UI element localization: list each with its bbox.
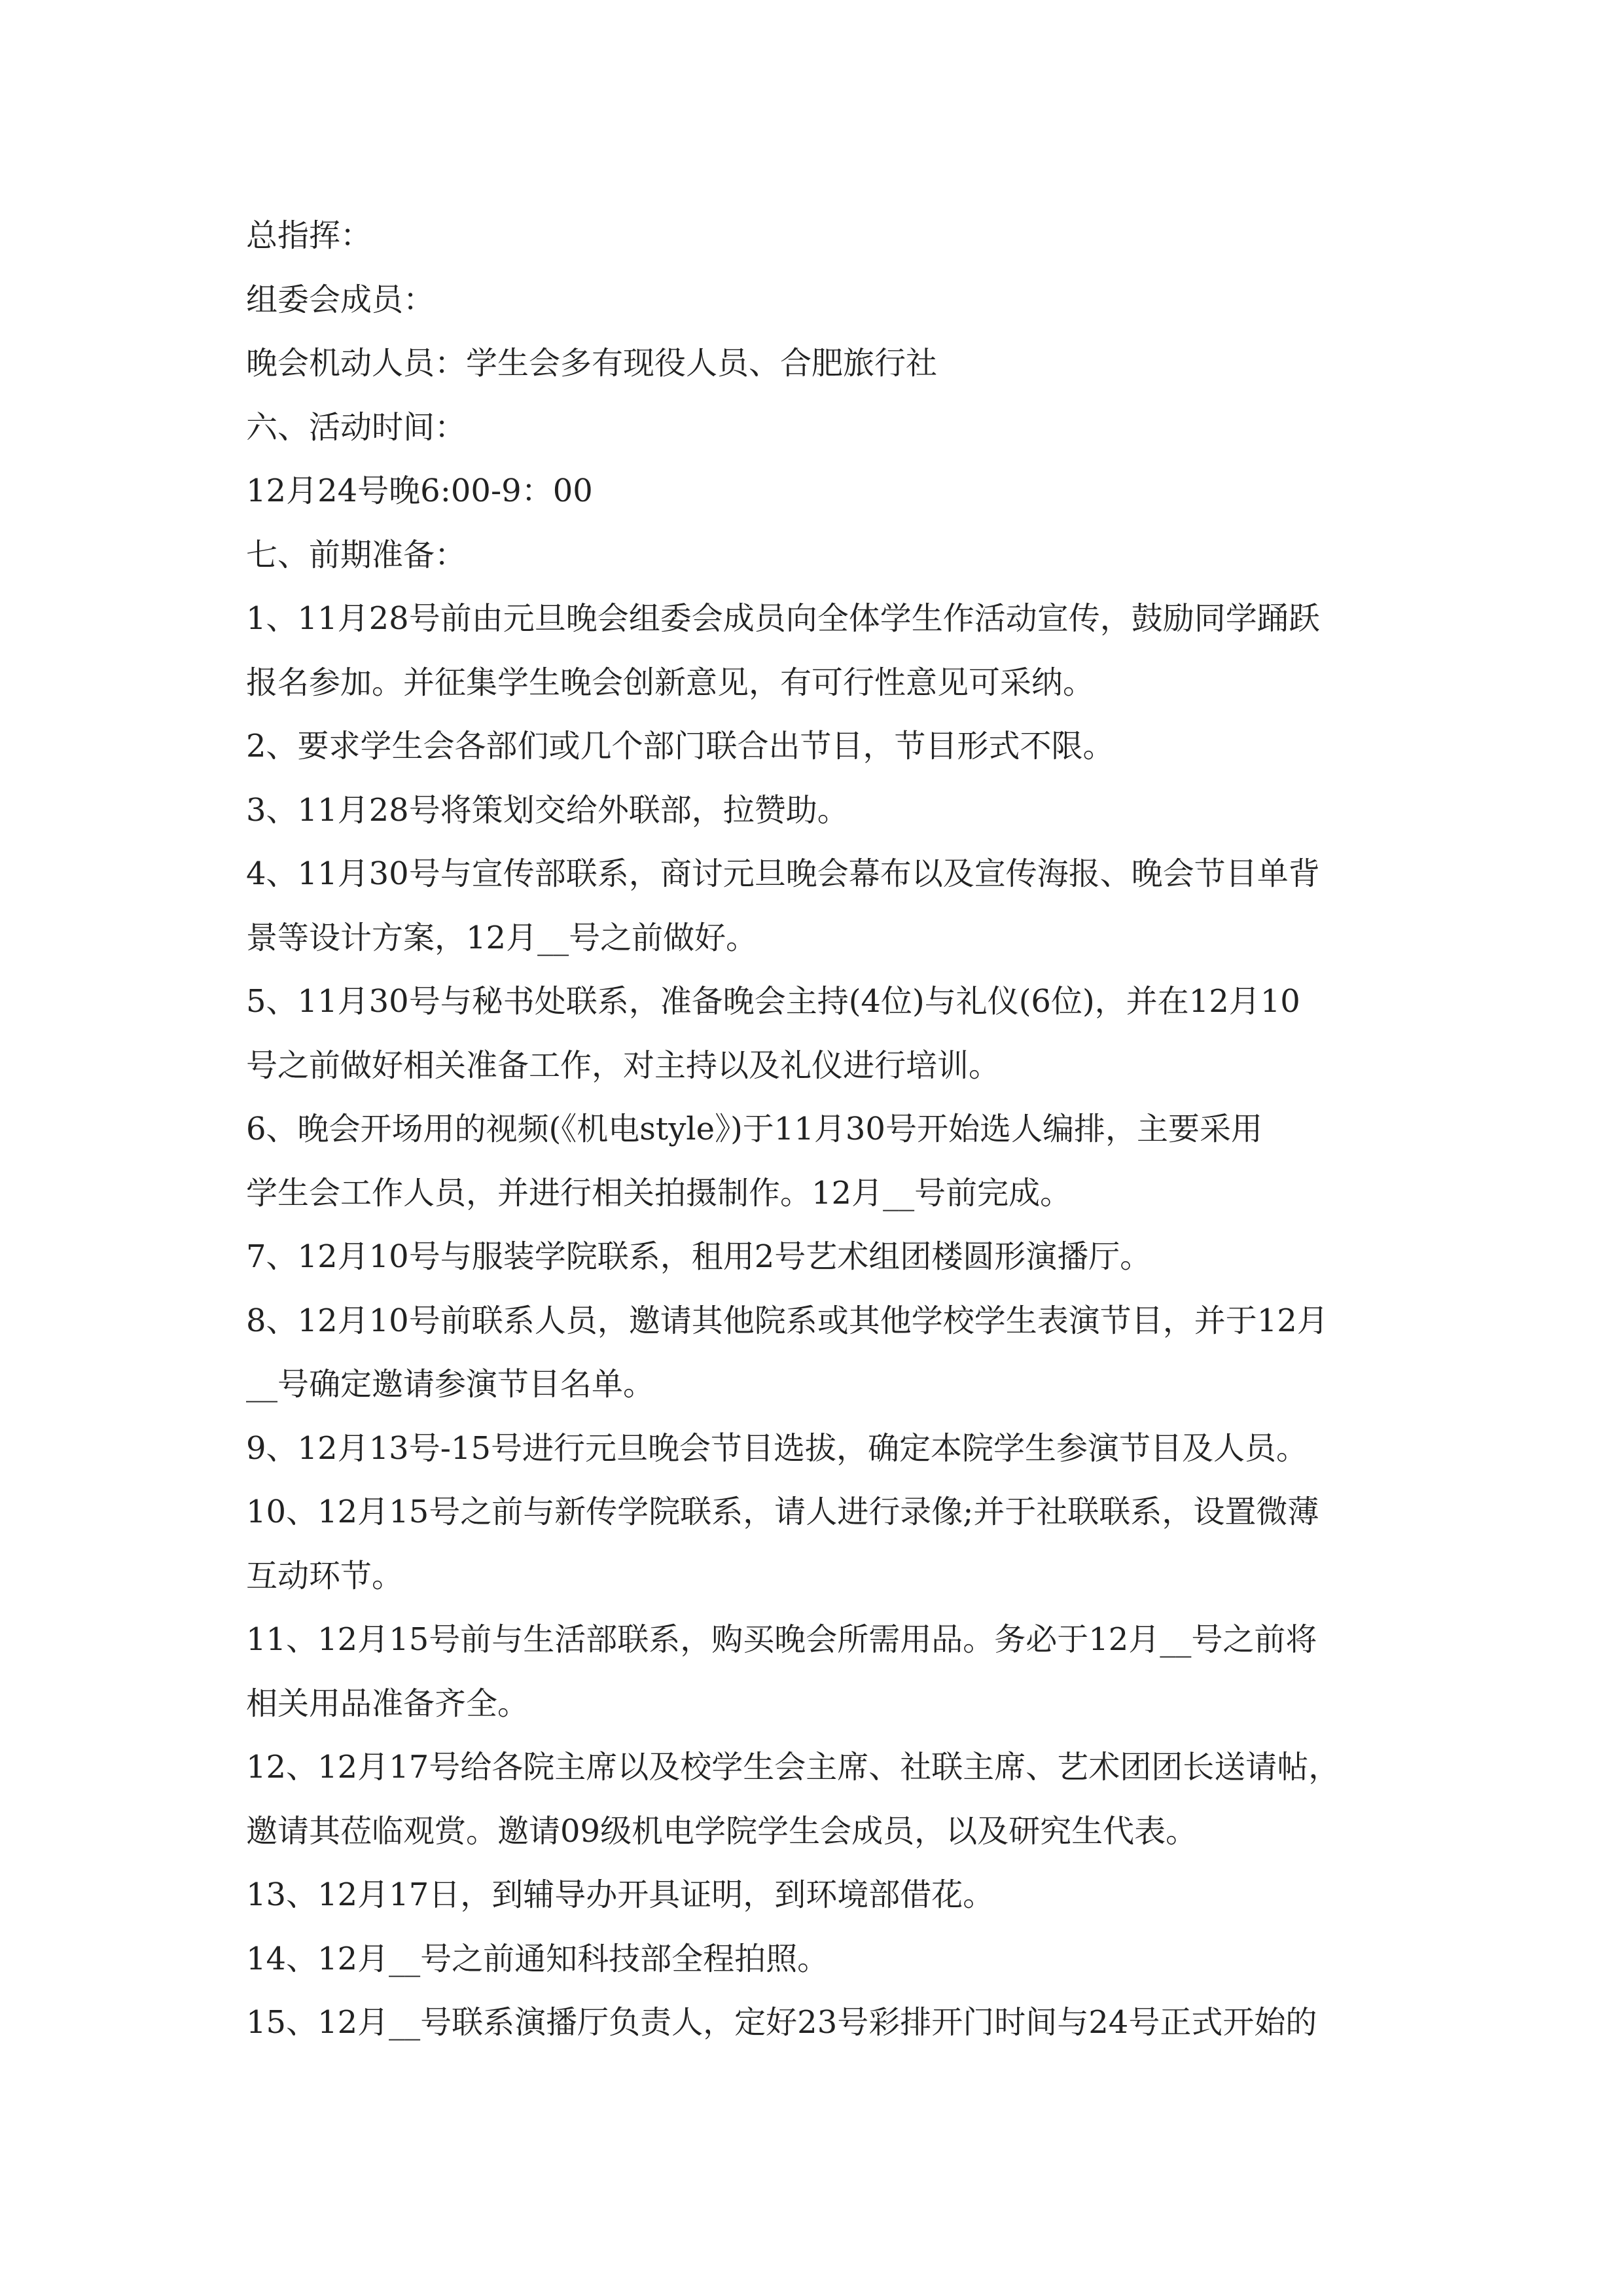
list-item-6-line-1: 6、晚会开场用的视频(《机电style》)于11月30号开始选人编排，主要采用 [246,1111,1262,1147]
list-item-5-line-1: 5、11月30号与秘书处联系，准备晚会主持(4位)与礼仪(6位)，并在12月10 [246,983,1300,1020]
list-item-8-line-2: __号确定邀请参演节目名单。 [246,1366,655,1403]
list-item-6-line-2: 学生会工作人员，并进行相关拍摄制作。12月__号前完成。 [246,1174,1072,1211]
list-item-1-line-1: 1、11月28号前由元旦晚会组委会成员向全体学生作活动宣传，鼓励同学踊跃 [246,600,1320,637]
list-item-4-line-2: 景等设计方案，12月__号之前做好。 [246,919,758,956]
section-heading-preparation: 七、前期准备： [246,536,467,573]
list-item-4-line-1: 4、11月30号与宣传部联系，商讨元旦晚会幕布以及宣传海报、晚会节目单背 [246,855,1320,892]
list-item-12-line-1: 12、12月17号给各院主席以及校学生会主席、社联主席、艺术团团长送请帖， [246,1749,1340,1785]
line-activity-time: 12月24号晚6:00-9：00 [246,473,593,509]
list-item-10-line-1: 10、12月15号之前与新传学院联系，请人进行录像;并于社联联系，设置微薄 [246,1494,1319,1530]
list-item-1-line-2: 报名参加。并征集学生晚会创新意见，有可行性意见可采纳。 [246,664,1095,701]
section-heading-activity-time: 六、活动时间： [246,408,467,446]
line-committee-members: 组委会成员： [246,281,435,318]
list-item-10-line-2: 互动环节。 [246,1557,404,1594]
list-item-8-line-1: 8、12月10号前联系人员，邀请其他院系或其他学校学生表演节目，并于12月 [246,1302,1329,1339]
list-item-5-line-2: 号之前做好相关准备工作，对主持以及礼仪进行培训。 [246,1047,1001,1084]
list-item-2: 2、要求学生会各部们或几个部门联合出节目，节目形式不限。 [246,728,1115,764]
line-mobile-staff: 晚会机动人员：学生会多有现役人员、合肥旅行社 [246,345,938,382]
list-item-7: 7、12月10号与服装学院联系，租用2号艺术组团楼圆形演播厅。 [246,1238,1152,1275]
list-item-9: 9、12月13号-15号进行元旦晚会节目选拔，确定本院学生参演节目及人员。 [246,1429,1308,1467]
list-item-11-line-2: 相关用品准备齐全。 [246,1685,529,1722]
list-item-11-line-1: 11、12月15号前与生活部联系，购买晚会所需用品。务必于12月__号之前将 [246,1621,1317,1658]
list-item-13: 13、12月17日，到辅导办开具证明，到环境部借花。 [246,1876,995,1913]
list-item-15-line-1: 15、12月__号联系演播厅负责人，定好23号彩排开门时间与24号正式开始的 [246,2004,1317,2041]
line-chief-commander: 总指挥： [246,217,372,254]
list-item-12-line-2: 邀请其莅临观赏。邀请09级机电学院学生会成员，以及研究生代表。 [246,1812,1198,1850]
list-item-3: 3、11月28号将策划交给外联部，拉赞助。 [246,791,849,829]
list-item-14: 14、12月__号之前通知科技部全程拍照。 [246,1940,829,1977]
document-body [246,204,1385,2055]
